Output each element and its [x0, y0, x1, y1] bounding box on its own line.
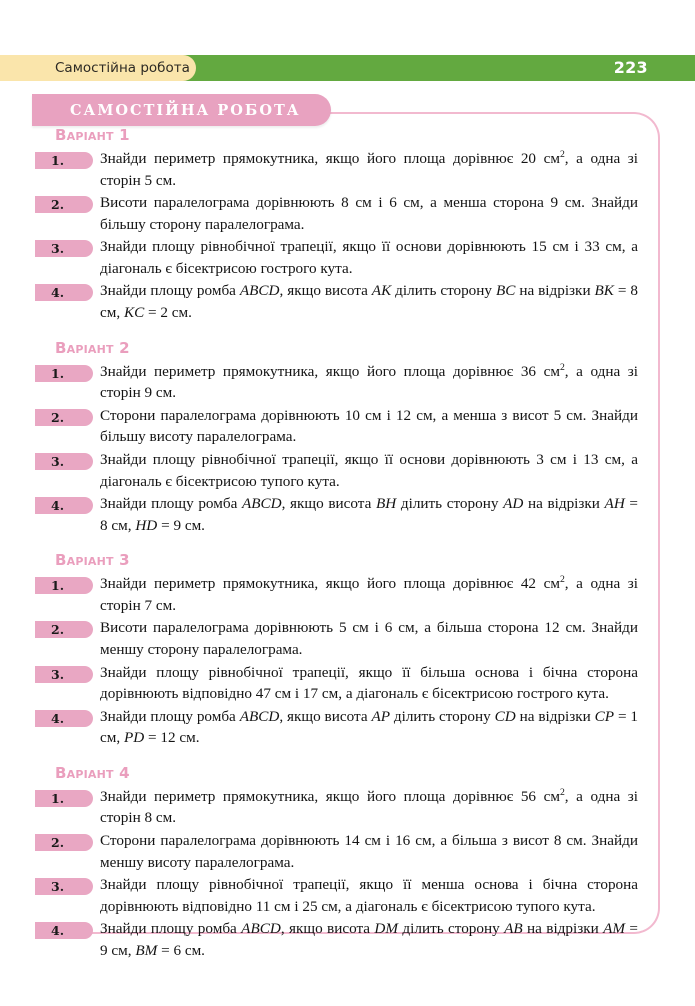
- task-number-label: 1.: [51, 365, 65, 381]
- running-header-title: Самостійна робота: [55, 60, 190, 76]
- task-number-label: 1.: [51, 790, 65, 806]
- variant-spacer: [35, 537, 660, 551]
- task-text: Знайди периметр прямокутника, якщо його площа дорівнює 56 $см^2$, а одна зі сторін 8 см.: [100, 786, 638, 827]
- task-number-badge: [35, 240, 93, 257]
- task-text: Знайди периметр прямокутника, якщо його площа дорівнює 20 $см^2$, а одна зі сторін 5 см.: [100, 148, 638, 189]
- task-number-badge: [35, 152, 93, 169]
- task-item: [35, 662, 660, 705]
- task-number-label: 1.: [51, 578, 65, 594]
- task-item: [35, 573, 660, 616]
- task-number-label: 3.: [51, 241, 65, 257]
- task-text: Знайди площу рівнобічної трапеції, якщо її більша основа і бічна сторона дорівнюють відповідно 47 см і 17 см, а діагональ є бісектрисою гострого кута.: [100, 663, 638, 703]
- task-text: Висоти паралелограма дорівнюють 5 см і 6 см, а більша сторона 12 см. Знайди меншу сторону паралелограма.: [100, 619, 638, 658]
- task-number-label: 2.: [51, 622, 65, 638]
- task-item: [35, 405, 660, 448]
- task-number-badge: [35, 196, 93, 213]
- task-item: [35, 918, 660, 961]
- task-number-badge: [35, 453, 93, 470]
- task-number-badge: [35, 365, 93, 382]
- task-item: [35, 148, 660, 191]
- variant-spacer: [35, 750, 660, 764]
- variant-heading: Варіант 1: [55, 126, 130, 144]
- task-item: [35, 280, 660, 323]
- variants-container: [35, 112, 660, 963]
- task-number-badge: [35, 497, 93, 514]
- task-text: Висоти паралелограма дорівнюють 8 см і 6 см, а менша сторона 9 см. Знайди більшу сторону паралелограма.: [100, 194, 638, 233]
- task-text: Знайди площу рівнобічної трапеції, якщо її основи дорівнюють 15 см і 33 см, а діагональ є бісектрисою гострого кута.: [100, 238, 638, 277]
- task-item: [35, 236, 660, 279]
- task-number-label: 2.: [51, 409, 65, 425]
- task-number-label: 4.: [51, 710, 65, 726]
- variant-heading: Варіант 4: [55, 763, 130, 782]
- task-number-badge: [35, 621, 93, 638]
- task-text: Знайди площу ромба ABCD, якщо висота AK ділить сторону BC на відрізки BK = 8 см, KC = 2 см.: [100, 282, 638, 322]
- task-number-label: 4.: [51, 498, 65, 514]
- running-header-bar: [0, 55, 695, 81]
- task-text: Знайди площу ромба ABCD, якщо висота AP ділить сторону CD на відрізки CP = 1 см, PD = 12 см.: [100, 707, 639, 747]
- variant-heading: Варіант 3: [55, 551, 130, 570]
- task-number-badge: [35, 409, 93, 426]
- task-number-label: 3.: [51, 666, 65, 682]
- task-number-label: 3.: [51, 879, 65, 895]
- task-item: [35, 361, 660, 404]
- task-text: Знайди площу ромба ABCD, якщо висота DM ділить сторону AB на відрізки AM = 9 см, BM = 6 см.: [100, 920, 638, 959]
- task-number-badge: [35, 922, 93, 939]
- page-number: 223: [613, 58, 648, 77]
- variant-spacer: [35, 325, 660, 339]
- task-number-badge: [35, 577, 93, 594]
- task-text: Знайди периметр прямокутника, якщо його площа дорівнює 42 $см^2$, а одна зі сторін 7 см.: [100, 574, 638, 614]
- task-item: [35, 786, 660, 829]
- variant-block: [35, 537, 660, 749]
- task-text: Знайди площу ромба ABCD, якщо висота BH ділить сторону AD на відрізки AH = 8 см, HD = 9 см.: [100, 495, 639, 534]
- task-text: Сторони паралелограма дорівнюють 10 см і 12 см, а менша з висот 5 см. Знайди більшу висоту паралелограма.: [100, 406, 638, 446]
- task-number-label: 4.: [51, 285, 65, 301]
- task-number-label: 3.: [51, 453, 65, 469]
- task-item: [35, 617, 660, 660]
- task-number-badge: [35, 834, 93, 851]
- task-number-badge: [35, 666, 93, 683]
- task-item: [35, 830, 660, 873]
- task-item: [35, 706, 660, 749]
- task-number-label: 2.: [51, 197, 65, 213]
- task-number-badge: [35, 790, 93, 807]
- task-number-badge: [35, 284, 93, 301]
- task-text: Знайди периметр прямокутника, якщо його площа дорівнює 36 $см^2$, а одна зі сторін 9 см.: [100, 361, 638, 402]
- task-number-label: 2.: [51, 835, 65, 851]
- variant-block: [35, 112, 660, 324]
- variant-heading: Варіант 2: [55, 338, 130, 357]
- variant-block: [35, 325, 660, 537]
- task-text: Знайди площу рівнобічної трапеції, якщо її основи дорівнюють 3 см і 13 см, а діагональ є бісектрисою тупого кута.: [100, 450, 638, 490]
- variant-block: [35, 750, 660, 962]
- task-item: [35, 449, 660, 492]
- task-number-badge: [35, 878, 93, 895]
- section-banner-title: САМОСТІЙНА РОБОТА: [70, 101, 301, 119]
- task-item: [35, 192, 660, 235]
- section-banner: [32, 94, 331, 126]
- task-number-label: 1.: [51, 153, 65, 168]
- task-item: [35, 874, 660, 917]
- task-item: [35, 493, 660, 536]
- task-number-badge: [35, 710, 93, 727]
- task-number-label: 4.: [51, 923, 65, 939]
- task-text: Знайди площу рівнобічної трапеції, якщо її менша основа і бічна сторона дорівнюють відповідно 11 см і 25 см, а діагональ є бісектрисою тупого кута.: [100, 876, 638, 915]
- task-text: Сторони паралелограма дорівнюють 14 см і 16 см, а більша з висот 8 см. Знайди меншу висоту паралелограма.: [100, 832, 638, 871]
